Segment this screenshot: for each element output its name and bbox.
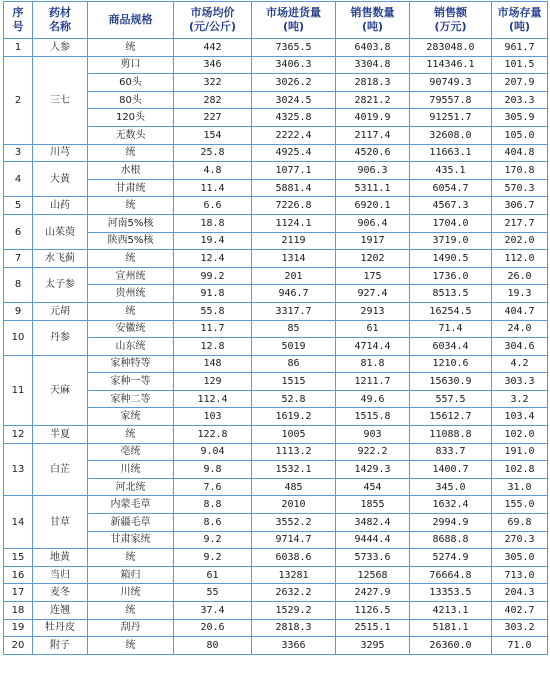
sales-qty-cell: 3304.8 — [336, 56, 410, 74]
herb-name-cell: 大黄 — [33, 162, 88, 197]
price-cell: 12.4 — [174, 250, 252, 268]
herb-name-cell: 水飞蓟 — [33, 250, 88, 268]
sales-amt-cell: 1704.0 — [410, 214, 492, 232]
column-header — [4, 2, 33, 39]
sales-amt-cell: 15612.7 — [410, 408, 492, 426]
purchase-cell: 1124.1 — [252, 214, 336, 232]
stock-cell: 112.0 — [492, 250, 548, 268]
purchase-cell: 7226.8 — [252, 197, 336, 215]
purchase-cell: 485 — [252, 478, 336, 496]
herb-name-cell: 山茱萸 — [33, 214, 88, 249]
stock-cell: 3.2 — [492, 390, 548, 408]
herb-name-cell: 麦冬 — [33, 584, 88, 602]
purchase-cell: 13281 — [252, 566, 336, 584]
spec-cell: 贵州统 — [88, 285, 174, 303]
purchase-cell: 2818.3 — [252, 619, 336, 637]
table-row — [4, 144, 548, 162]
row-number-cell: 13 — [4, 443, 33, 496]
spec-cell: 箱归 — [88, 566, 174, 584]
column-header-line: (万元) — [434, 20, 467, 33]
sales-amt-cell: 5181.1 — [410, 619, 492, 637]
price-cell: 8.6 — [174, 514, 252, 532]
spec-cell: 新疆毛草 — [88, 514, 174, 532]
sales-qty-cell: 927.4 — [336, 285, 410, 303]
purchase-cell: 2010 — [252, 496, 336, 514]
purchase-cell: 201 — [252, 267, 336, 285]
stock-cell: 102.0 — [492, 426, 548, 444]
spec-cell: 河北统 — [88, 478, 174, 496]
stock-cell: 31.0 — [492, 478, 548, 496]
spec-cell: 安徽统 — [88, 320, 174, 338]
sales-qty-cell: 49.6 — [336, 390, 410, 408]
spec-cell: 川统 — [88, 584, 174, 602]
stock-cell: 217.7 — [492, 214, 548, 232]
table-row — [4, 619, 548, 637]
stock-cell: 202.0 — [492, 232, 548, 250]
herb-name-cell: 天麻 — [33, 355, 88, 425]
price-cell: 154 — [174, 126, 252, 144]
row-number-cell: 15 — [4, 549, 33, 567]
column-header-line: (吨) — [508, 20, 531, 33]
purchase-cell: 1532.1 — [252, 461, 336, 479]
purchase-cell: 2119 — [252, 232, 336, 250]
spec-cell: 统 — [88, 549, 174, 567]
spec-cell: 统 — [88, 197, 174, 215]
stock-cell: 24.0 — [492, 320, 548, 338]
herb-market-table-wrapper — [3, 1, 547, 655]
price-cell: 9.2 — [174, 549, 252, 567]
spec-cell: 剪口 — [88, 56, 174, 74]
purchase-cell: 52.8 — [252, 390, 336, 408]
herb-name-cell: 丹参 — [33, 320, 88, 355]
purchase-cell: 3024.5 — [252, 91, 336, 109]
sales-amt-cell: 4213.1 — [410, 602, 492, 620]
purchase-cell: 6038.6 — [252, 549, 336, 567]
sales-amt-cell: 16254.5 — [410, 302, 492, 320]
sales-qty-cell: 2117.4 — [336, 126, 410, 144]
sales-qty-cell: 3295 — [336, 637, 410, 655]
sales-amt-cell: 5274.9 — [410, 549, 492, 567]
sales-qty-cell: 2818.3 — [336, 74, 410, 92]
price-cell: 12.8 — [174, 338, 252, 356]
spec-cell: 陕西5%核 — [88, 232, 174, 250]
price-cell: 282 — [174, 91, 252, 109]
spec-cell: 甘肃统 — [88, 179, 174, 197]
purchase-cell: 3317.7 — [252, 302, 336, 320]
purchase-cell: 1515 — [252, 373, 336, 391]
stock-cell: 105.0 — [492, 126, 548, 144]
sales-qty-cell: 906.3 — [336, 162, 410, 180]
sales-qty-cell: 2515.1 — [336, 619, 410, 637]
sales-amt-cell: 11088.8 — [410, 426, 492, 444]
price-cell: 6.6 — [174, 197, 252, 215]
table-row — [4, 443, 548, 461]
stock-cell: 69.8 — [492, 514, 548, 532]
purchase-cell: 1529.2 — [252, 602, 336, 620]
sales-amt-cell: 76664.8 — [410, 566, 492, 584]
row-number-cell: 1 — [4, 39, 33, 57]
price-cell: 99.2 — [174, 267, 252, 285]
sales-amt-cell: 1736.0 — [410, 267, 492, 285]
purchase-cell: 2632.2 — [252, 584, 336, 602]
column-header — [88, 2, 174, 39]
stock-cell: 102.8 — [492, 461, 548, 479]
sales-amt-cell: 345.0 — [410, 478, 492, 496]
purchase-cell: 85 — [252, 320, 336, 338]
table-row — [4, 56, 548, 74]
spec-cell: 统 — [88, 39, 174, 57]
stock-cell: 404.8 — [492, 144, 548, 162]
sales-amt-cell: 1210.6 — [410, 355, 492, 373]
sales-amt-cell: 283048.0 — [410, 39, 492, 57]
sales-amt-cell: 71.4 — [410, 320, 492, 338]
sales-amt-cell: 833.7 — [410, 443, 492, 461]
column-header-line: (吨) — [361, 20, 384, 33]
row-number-cell: 2 — [4, 56, 33, 144]
purchase-cell: 3552.2 — [252, 514, 336, 532]
sales-amt-cell: 4567.3 — [410, 197, 492, 215]
stock-cell: 713.0 — [492, 566, 548, 584]
stock-cell: 207.9 — [492, 74, 548, 92]
sales-amt-cell: 91251.7 — [410, 109, 492, 127]
stock-cell: 305.9 — [492, 109, 548, 127]
spec-cell: 80头 — [88, 91, 174, 109]
table-row — [4, 496, 548, 514]
purchase-cell: 3366 — [252, 637, 336, 655]
row-number-cell: 19 — [4, 619, 33, 637]
row-number-cell: 20 — [4, 637, 33, 655]
purchase-cell: 3026.2 — [252, 74, 336, 92]
table-row — [4, 197, 548, 215]
purchase-cell: 3406.3 — [252, 56, 336, 74]
price-cell: 322 — [174, 74, 252, 92]
purchase-cell: 4925.4 — [252, 144, 336, 162]
spec-cell: 统 — [88, 302, 174, 320]
row-number-cell: 17 — [4, 584, 33, 602]
column-header-line: 销售额 — [434, 6, 467, 19]
row-number-cell: 9 — [4, 302, 33, 320]
table-row — [4, 214, 548, 232]
column-header — [492, 2, 548, 39]
herb-name-cell: 半夏 — [33, 426, 88, 444]
sales-qty-cell: 1126.5 — [336, 602, 410, 620]
spec-cell: 家种二等 — [88, 390, 174, 408]
price-cell: 20.6 — [174, 619, 252, 637]
stock-cell: 4.2 — [492, 355, 548, 373]
sales-qty-cell: 1202 — [336, 250, 410, 268]
sales-amt-cell: 1632.4 — [410, 496, 492, 514]
stock-cell: 305.0 — [492, 549, 548, 567]
purchase-cell: 1005 — [252, 426, 336, 444]
sales-amt-cell: 3719.0 — [410, 232, 492, 250]
sales-amt-cell: 15630.9 — [410, 373, 492, 391]
table-row — [4, 162, 548, 180]
spec-cell: 家种一等 — [88, 373, 174, 391]
column-header-line: 序 — [12, 6, 24, 19]
stock-cell: 26.0 — [492, 267, 548, 285]
price-cell: 9.04 — [174, 443, 252, 461]
column-header-line: 市场均价 — [190, 6, 235, 19]
sales-amt-cell: 79557.8 — [410, 91, 492, 109]
row-number-cell: 4 — [4, 162, 33, 197]
sales-qty-cell: 4520.6 — [336, 144, 410, 162]
sales-qty-cell: 5311.1 — [336, 179, 410, 197]
sales-amt-cell: 32608.0 — [410, 126, 492, 144]
price-cell: 11.4 — [174, 179, 252, 197]
sales-amt-cell: 90749.3 — [410, 74, 492, 92]
herb-name-cell: 山药 — [33, 197, 88, 215]
sales-qty-cell: 1211.7 — [336, 373, 410, 391]
sales-amt-cell: 114346.1 — [410, 56, 492, 74]
sales-qty-cell: 922.2 — [336, 443, 410, 461]
table-row — [4, 320, 548, 338]
price-cell: 4.8 — [174, 162, 252, 180]
row-number-cell: 12 — [4, 426, 33, 444]
column-header-line: 市场存量 — [497, 6, 542, 19]
sales-qty-cell: 175 — [336, 267, 410, 285]
herb-name-cell: 地黄 — [33, 549, 88, 567]
spec-cell: 60头 — [88, 74, 174, 92]
spec-cell: 亳统 — [88, 443, 174, 461]
sales-amt-cell: 6034.4 — [410, 338, 492, 356]
column-header-line: (元/公斤) — [188, 20, 237, 33]
purchase-cell: 1314 — [252, 250, 336, 268]
stock-cell: 306.7 — [492, 197, 548, 215]
spec-cell: 家统 — [88, 408, 174, 426]
spec-cell: 山东统 — [88, 338, 174, 356]
stock-cell: 170.8 — [492, 162, 548, 180]
table-row — [4, 426, 548, 444]
spec-cell: 统 — [88, 426, 174, 444]
row-number-cell: 18 — [4, 602, 33, 620]
sales-qty-cell: 1429.3 — [336, 461, 410, 479]
purchase-cell: 9714.7 — [252, 531, 336, 549]
sales-qty-cell: 9444.4 — [336, 531, 410, 549]
stock-cell: 303.2 — [492, 619, 548, 637]
stock-cell: 304.6 — [492, 338, 548, 356]
stock-cell: 961.7 — [492, 39, 548, 57]
stock-cell: 303.3 — [492, 373, 548, 391]
column-header-line: 市场进货量 — [266, 6, 321, 19]
column-header-line: 商品规格 — [108, 13, 153, 26]
row-number-cell: 6 — [4, 214, 33, 249]
sales-amt-cell: 1400.7 — [410, 461, 492, 479]
spec-cell: 刮丹 — [88, 619, 174, 637]
price-cell: 442 — [174, 39, 252, 57]
table-row — [4, 355, 548, 373]
sales-qty-cell: 454 — [336, 478, 410, 496]
purchase-cell: 7365.5 — [252, 39, 336, 57]
spec-cell: 统 — [88, 602, 174, 620]
sales-qty-cell: 4714.4 — [336, 338, 410, 356]
price-cell: 129 — [174, 373, 252, 391]
stock-cell: 101.5 — [492, 56, 548, 74]
purchase-cell: 5019 — [252, 338, 336, 356]
price-cell: 61 — [174, 566, 252, 584]
row-number-cell: 16 — [4, 566, 33, 584]
herb-name-cell: 元胡 — [33, 302, 88, 320]
sales-amt-cell: 13353.5 — [410, 584, 492, 602]
row-number-cell: 8 — [4, 267, 33, 302]
price-cell: 7.6 — [174, 478, 252, 496]
table-row — [4, 549, 548, 567]
purchase-cell: 5881.4 — [252, 179, 336, 197]
price-cell: 122.8 — [174, 426, 252, 444]
price-cell: 346 — [174, 56, 252, 74]
purchase-cell: 946.7 — [252, 285, 336, 303]
price-cell: 37.4 — [174, 602, 252, 620]
sales-qty-cell: 4019.9 — [336, 109, 410, 127]
stock-cell: 103.4 — [492, 408, 548, 426]
purchase-cell: 86 — [252, 355, 336, 373]
price-cell: 103 — [174, 408, 252, 426]
herb-name-cell: 白芷 — [33, 443, 88, 496]
sales-amt-cell: 26360.0 — [410, 637, 492, 655]
price-cell: 9.2 — [174, 531, 252, 549]
table-header-row — [4, 2, 548, 39]
purchase-cell: 4325.8 — [252, 109, 336, 127]
spec-cell: 内蒙毛草 — [88, 496, 174, 514]
price-cell: 80 — [174, 637, 252, 655]
sales-amt-cell: 6054.7 — [410, 179, 492, 197]
column-header — [33, 2, 88, 39]
sales-qty-cell: 3482.4 — [336, 514, 410, 532]
column-header — [336, 2, 410, 39]
herb-name-cell: 牡丹皮 — [33, 619, 88, 637]
price-cell: 227 — [174, 109, 252, 127]
sales-amt-cell: 8513.5 — [410, 285, 492, 303]
sales-amt-cell: 2994.9 — [410, 514, 492, 532]
row-number-cell: 14 — [4, 496, 33, 549]
sales-qty-cell: 81.8 — [336, 355, 410, 373]
herb-name-cell: 甘草 — [33, 496, 88, 549]
purchase-cell: 1077.1 — [252, 162, 336, 180]
spec-cell: 川统 — [88, 461, 174, 479]
spec-cell: 水根 — [88, 162, 174, 180]
stock-cell: 191.0 — [492, 443, 548, 461]
spec-cell: 120头 — [88, 109, 174, 127]
column-header — [174, 2, 252, 39]
row-number-cell: 5 — [4, 197, 33, 215]
spec-cell: 统 — [88, 250, 174, 268]
price-cell: 112.4 — [174, 390, 252, 408]
sales-qty-cell: 6920.1 — [336, 197, 410, 215]
table-row — [4, 250, 548, 268]
herb-name-cell: 连翘 — [33, 602, 88, 620]
stock-cell: 404.7 — [492, 302, 548, 320]
column-header — [410, 2, 492, 39]
table-row — [4, 637, 548, 655]
sales-qty-cell: 903 — [336, 426, 410, 444]
purchase-cell: 1619.2 — [252, 408, 336, 426]
stock-cell: 155.0 — [492, 496, 548, 514]
sales-qty-cell: 5733.6 — [336, 549, 410, 567]
price-cell: 25.8 — [174, 144, 252, 162]
table-row — [4, 566, 548, 584]
herb-name-cell: 人参 — [33, 39, 88, 57]
sales-qty-cell: 906.4 — [336, 214, 410, 232]
table-row — [4, 267, 548, 285]
sales-amt-cell: 11663.1 — [410, 144, 492, 162]
row-number-cell: 11 — [4, 355, 33, 425]
spec-cell: 甘肃家统 — [88, 531, 174, 549]
stock-cell: 402.7 — [492, 602, 548, 620]
sales-amt-cell: 8688.8 — [410, 531, 492, 549]
sales-qty-cell: 1515.8 — [336, 408, 410, 426]
sales-qty-cell: 61 — [336, 320, 410, 338]
column-header-line: 药材 — [49, 6, 71, 19]
spec-cell: 无数头 — [88, 126, 174, 144]
herb-name-cell: 附子 — [33, 637, 88, 655]
table-row — [4, 602, 548, 620]
sales-qty-cell: 1855 — [336, 496, 410, 514]
price-cell: 19.4 — [174, 232, 252, 250]
row-number-cell: 10 — [4, 320, 33, 355]
herb-name-cell: 太子参 — [33, 267, 88, 302]
column-header-line: 名称 — [49, 20, 71, 33]
sales-qty-cell: 2913 — [336, 302, 410, 320]
spec-cell: 家种特等 — [88, 355, 174, 373]
table-row — [4, 39, 548, 57]
table-row — [4, 584, 548, 602]
table-body — [4, 39, 548, 655]
row-number-cell: 7 — [4, 250, 33, 268]
herb-name-cell: 当归 — [33, 566, 88, 584]
price-cell: 148 — [174, 355, 252, 373]
row-number-cell: 3 — [4, 144, 33, 162]
stock-cell: 270.3 — [492, 531, 548, 549]
price-cell: 55.8 — [174, 302, 252, 320]
spec-cell: 宣州统 — [88, 267, 174, 285]
herb-name-cell: 川芎 — [33, 144, 88, 162]
stock-cell: 204.3 — [492, 584, 548, 602]
sales-qty-cell: 6403.8 — [336, 39, 410, 57]
price-cell: 9.8 — [174, 461, 252, 479]
price-cell: 8.8 — [174, 496, 252, 514]
sales-qty-cell: 1917 — [336, 232, 410, 250]
spec-cell: 统 — [88, 144, 174, 162]
stock-cell: 203.3 — [492, 91, 548, 109]
column-header — [252, 2, 336, 39]
stock-cell: 71.0 — [492, 637, 548, 655]
price-cell: 18.8 — [174, 214, 252, 232]
sales-amt-cell: 557.5 — [410, 390, 492, 408]
column-header-line: 销售数量 — [350, 6, 395, 19]
sales-qty-cell: 2821.2 — [336, 91, 410, 109]
column-header-line: 号 — [12, 20, 24, 33]
herb-market-table — [3, 1, 548, 655]
price-cell: 55 — [174, 584, 252, 602]
column-header-line: (吨) — [282, 20, 305, 33]
sales-qty-cell: 2427.9 — [336, 584, 410, 602]
price-cell: 91.8 — [174, 285, 252, 303]
table-row — [4, 302, 548, 320]
spec-cell: 统 — [88, 637, 174, 655]
sales-amt-cell: 435.1 — [410, 162, 492, 180]
sales-amt-cell: 1490.5 — [410, 250, 492, 268]
stock-cell: 570.3 — [492, 179, 548, 197]
sales-qty-cell: 12568 — [336, 566, 410, 584]
herb-name-cell: 三七 — [33, 56, 88, 144]
spec-cell: 河南5%核 — [88, 214, 174, 232]
purchase-cell: 2222.4 — [252, 126, 336, 144]
price-cell: 11.7 — [174, 320, 252, 338]
purchase-cell: 1113.2 — [252, 443, 336, 461]
stock-cell: 19.3 — [492, 285, 548, 303]
